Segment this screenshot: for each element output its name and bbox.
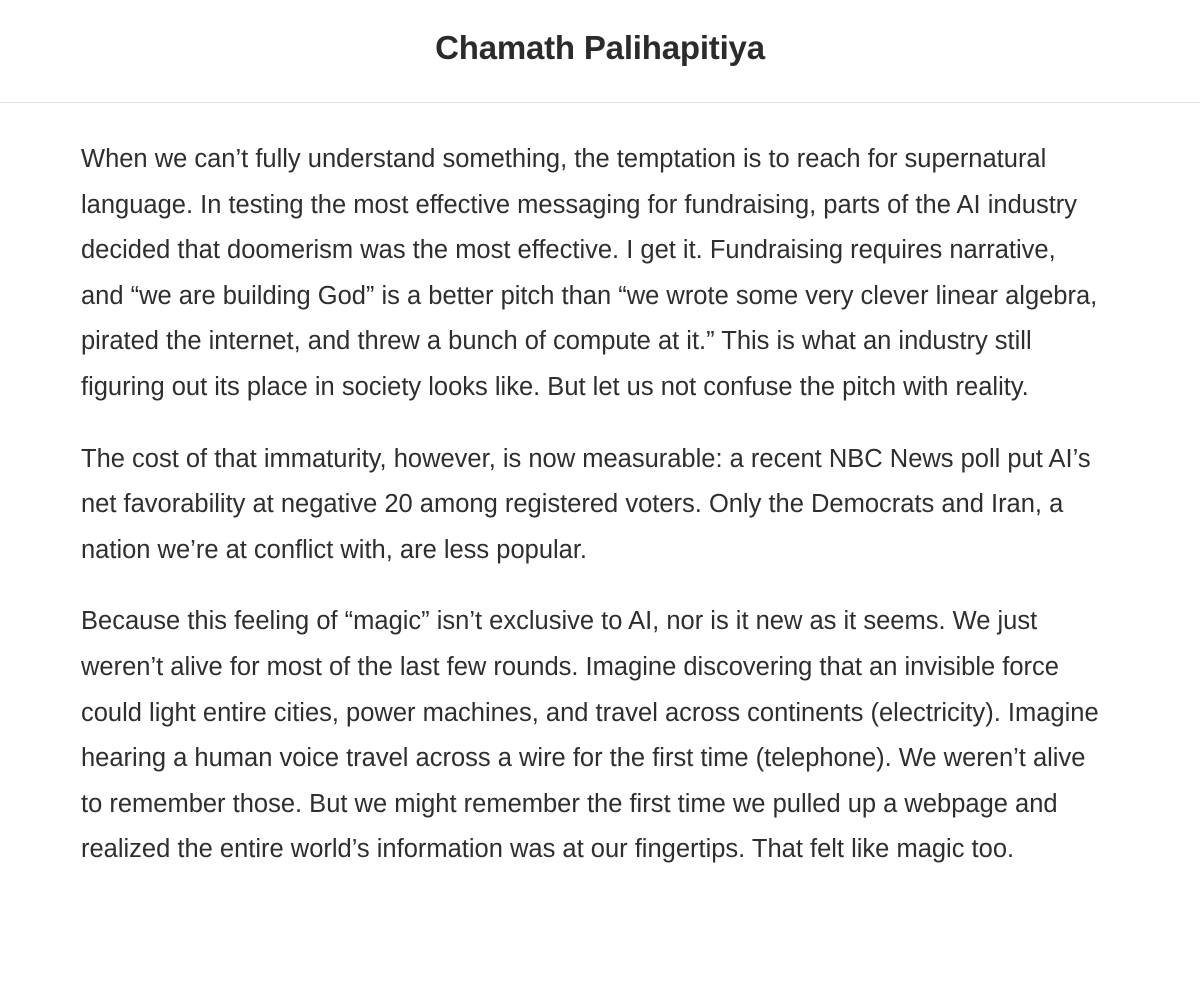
article-body [0,103,1100,873]
article-paragraph-1: When we can’t fully understand something, the temptation is to reach for supernatural language. In testing the most effective messaging for fundraising, parts of the AI industry decided that doomerism was the most effective. I get it. Fundraising requires narrative, and “we are building God” is a better pitch than “we wrote some very clever linear algebra, pirated the internet, and threw a bunch of compute at it.” This is what an industry still figuring out its place in society looks like. But let us not confuse the pitch with reality. [81,145,1098,401]
article-paragraph-2: The cost of that immaturity, however, is now measurable: a recent NBC News poll put AI’s net favorability at negative 20 among registered voters. Only the Democrats and Iran, a nation we’re at conflict with, are less popular. [81,444,1091,564]
page-title: Chamath Palihapitiya [435,29,765,66]
article-paragraph-3: Because this feeling of “magic” isn’t exclusive to AI, nor is it new as it seems. We just weren’t alive for most of the last few rounds. Imagine discovering that an invisible force could light entire cities, power machines, and travel across continents (electricity). Imagine hearing a human voice travel across a wire for the first time (telephone). We weren’t alive to remember those. But we might remember the first time we pulled up a webpage and realized the entire world’s information was at our fingertips. That felt like magic too. [81,607,1099,864]
page-header [0,0,1200,103]
